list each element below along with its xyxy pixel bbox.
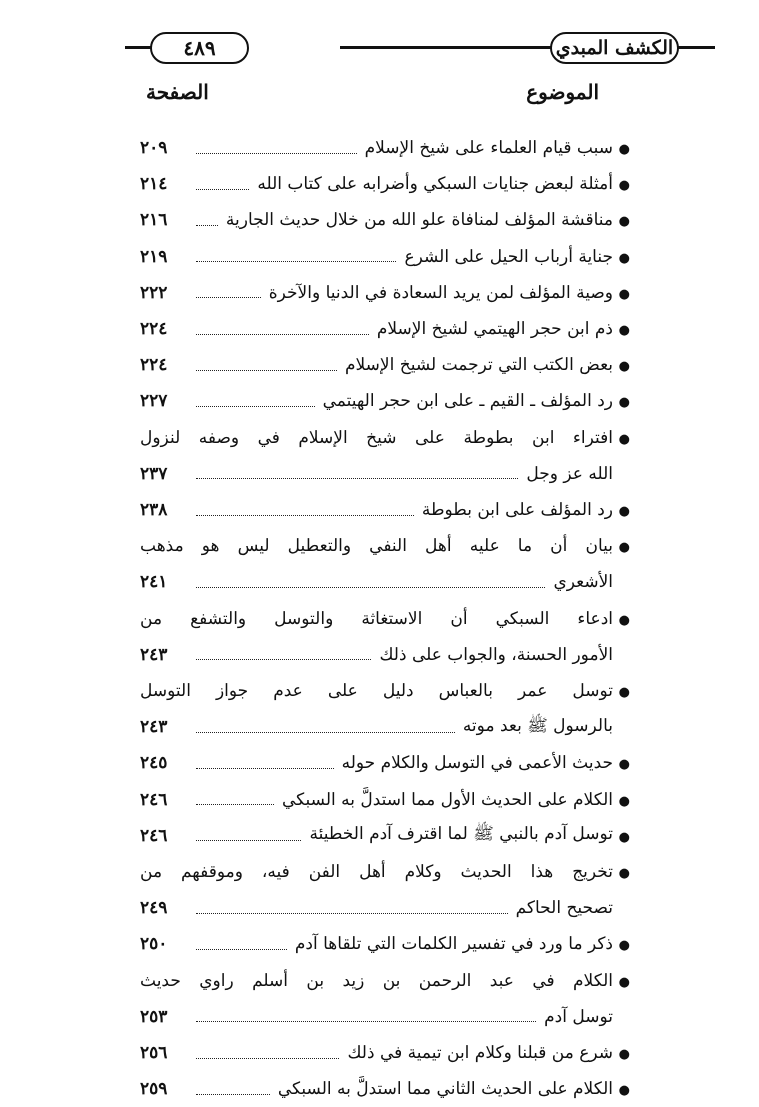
toc-entry-line — [140, 130, 613, 166]
dot-leader — [196, 334, 369, 335]
toc-entry-title: أمثلة لبعض جنايات السبكي وأضرابه على كتاب الله — [257, 174, 613, 195]
toc-entry-line — [140, 926, 613, 962]
toc-entry — [140, 311, 630, 347]
toc-entry-page: ٢٤٣ — [140, 644, 168, 665]
toc-entry-title: ادعاء السبكي أن الاستغاثة والتوسل والتشفع من — [140, 608, 613, 629]
dot-leader — [196, 478, 518, 479]
toc-entry-line — [140, 202, 613, 238]
toc-entry-title: تصحيح الحاكم — [515, 898, 613, 919]
dot-leader — [196, 261, 396, 262]
dot-leader — [196, 153, 357, 154]
toc-entry-page: ٢١٤ — [140, 174, 168, 195]
toc-entry-line — [140, 456, 613, 492]
toc-entry-line — [140, 782, 613, 818]
toc-entry-page: ٢٢٤ — [140, 319, 168, 339]
toc-entry — [140, 130, 630, 166]
toc-entry — [140, 347, 630, 383]
toc-entry-line — [140, 818, 613, 854]
toc-entry-title: ذكر ما ورد في تفسير الكلمات التي تلقاها آدم — [294, 934, 613, 955]
toc-entry-page: ٢٣٧ — [140, 463, 168, 484]
dot-leader — [196, 804, 274, 805]
toc-entry-page: ٢٢٤ — [140, 355, 168, 376]
toc-entry — [140, 926, 630, 962]
toc-entry — [140, 166, 630, 202]
toc-entry-line — [140, 347, 613, 383]
toc-entry-title: جناية أرباب الحيل على الشرع — [404, 246, 613, 267]
toc-entry-title: حديث الأعمى في التوسل والكلام حوله — [341, 753, 613, 774]
toc-entry — [140, 420, 630, 492]
dot-leader — [196, 949, 287, 950]
toc-entry-title: افتراء ابن بطوطة على شيخ الإسلام في وصفه لنزول — [140, 427, 613, 448]
dot-leader — [196, 768, 334, 769]
topic-column-header: الموضوع — [526, 80, 599, 104]
toc-entry-page: ٢١٦ — [140, 210, 168, 231]
toc-entry-line — [140, 492, 613, 528]
toc-entry-line — [140, 963, 613, 999]
toc-entry-title: الكلام في عبد الرحمن بن زيد بن أسلم راوي حديث — [140, 970, 613, 991]
toc-entry-line — [140, 854, 613, 890]
toc-entry-title: بيان أن ما عليه أهل النفي والتعطيل ليس هو مذهب — [140, 536, 613, 557]
toc-entry — [140, 383, 630, 419]
toc-entry-title: ذم ابن حجر الهيتمي لشيخ الإسلام — [376, 319, 613, 339]
toc-entry — [140, 963, 630, 1035]
toc-entry-title: بالرسول ﷺ بعد موته — [462, 715, 613, 736]
toc-entry-title: سبب قيام العلماء على شيخ الإسلام — [364, 138, 613, 158]
toc-entry-page: ٢٢٧ — [140, 391, 168, 412]
toc-entry-title: توسل آدم — [544, 1006, 613, 1027]
bullet-icon: ● — [618, 214, 630, 230]
toc-entry-page: ٢٣٨ — [140, 500, 168, 520]
toc-entry-line — [140, 528, 613, 564]
bullet-icon: ● — [618, 1047, 630, 1062]
bullet-icon: ● — [618, 142, 630, 157]
dot-leader — [196, 189, 249, 190]
toc-entry-line — [140, 383, 613, 419]
toc-entry-page: ٢٤٣ — [140, 717, 168, 738]
dot-leader — [196, 913, 508, 914]
toc-entry-line — [140, 890, 613, 926]
toc-entry-title: توسل عمر بالعباس دليل على عدم جواز التوسل — [140, 681, 613, 701]
header-rule-right — [675, 46, 715, 49]
page-number: ٤٨٩ — [150, 32, 249, 64]
toc-entry-title: تخريج هذا الحديث وكلام أهل الفن فيه، وموقفهم من — [140, 862, 613, 882]
bullet-icon: ● — [618, 359, 630, 375]
toc-entry-line — [140, 239, 613, 275]
dot-leader — [196, 587, 545, 588]
bullet-icon: ● — [618, 793, 630, 809]
toc-entry — [140, 745, 630, 781]
toc-entry-line — [140, 673, 613, 709]
bullet-icon: ● — [618, 250, 630, 266]
toc-entry-line — [140, 601, 613, 637]
bullet-icon: ● — [618, 829, 630, 845]
toc-entry-page: ٢٢٢ — [140, 282, 168, 303]
bullet-icon: ● — [618, 178, 630, 194]
toc-entry — [140, 528, 630, 600]
dot-leader — [196, 406, 315, 407]
toc-entry-page: ٢٤٥ — [140, 753, 168, 774]
bullet-icon: ● — [618, 540, 630, 556]
toc-entry-line — [140, 275, 613, 311]
toc-entry — [140, 275, 630, 311]
toc-entry-title: الله عز وجل — [526, 463, 613, 484]
dot-leader — [196, 225, 218, 226]
running-title: الكشف المبدي — [550, 32, 679, 64]
toc-entry-line — [140, 420, 613, 456]
toc-entry-page: ٢٥٣ — [140, 1006, 168, 1027]
dot-leader — [196, 1058, 339, 1059]
toc-entry — [140, 601, 630, 673]
toc-entry — [140, 782, 630, 818]
bullet-icon: ● — [618, 685, 630, 700]
toc-entry-line — [140, 637, 613, 673]
bullet-icon: ● — [618, 504, 630, 519]
toc-entry-title: الأمور الحسنة، والجواب على ذلك — [379, 644, 613, 665]
dot-leader — [196, 1094, 270, 1095]
page-column-header: الصفحة — [146, 80, 209, 104]
dot-leader — [196, 732, 455, 733]
toc-entry-page: ٢١٩ — [140, 246, 168, 267]
dot-leader — [196, 1021, 536, 1022]
dot-leader — [196, 370, 337, 371]
toc-entry-line — [140, 564, 613, 600]
toc-entry-line — [140, 1071, 613, 1107]
toc-entry-title: مناقشة المؤلف لمنافاة علو الله من خلال حديث الجارية — [225, 210, 613, 231]
bullet-icon: ● — [618, 431, 630, 447]
toc-entry-page: ٢٤١ — [140, 572, 168, 593]
toc-entry-title: توسل آدم بالنبي ﷺ لما اقترف آدم الخطيئة — [309, 824, 613, 845]
toc-entry-page: ٢٥٦ — [140, 1043, 168, 1063]
toc-entry — [140, 202, 630, 238]
bullet-icon: ● — [618, 612, 630, 628]
bullet-icon: ● — [618, 866, 630, 881]
toc-entry-title: رد المؤلف ـ القيم ـ على ابن حجر الهيتمي — [322, 391, 613, 412]
toc-entry — [140, 818, 630, 854]
toc-entry — [140, 239, 630, 275]
toc-entry-page: ٢٤٦ — [140, 825, 168, 846]
toc-entry — [140, 854, 630, 926]
dot-leader — [196, 840, 301, 841]
bullet-icon: ● — [618, 938, 630, 954]
bullet-icon: ● — [618, 395, 630, 411]
toc-entry-title: الكلام على الحديث الثاني مما استدلَّ به السبكي — [277, 1079, 613, 1100]
toc-entry-title: بعض الكتب التي ترجمت لشيخ الإسلام — [344, 355, 613, 376]
bullet-icon: ● — [618, 323, 630, 338]
toc-entry — [140, 1071, 630, 1107]
bullet-icon: ● — [618, 757, 630, 773]
dot-leader — [196, 659, 371, 660]
bullet-icon: ● — [618, 1083, 630, 1099]
toc-entry-line — [140, 311, 613, 347]
toc-entry-page: ٢٥٩ — [140, 1079, 168, 1100]
toc-entry — [140, 1035, 630, 1071]
toc-entry-title: وصية المؤلف لمن يريد السعادة في الدنيا والآخرة — [268, 282, 613, 303]
bullet-icon: ● — [618, 286, 630, 302]
dot-leader — [196, 297, 261, 298]
toc-entry-page: ٢٠٩ — [140, 138, 168, 158]
toc-entry-line — [140, 166, 613, 202]
toc-entry-page: ٢٤٩ — [140, 898, 168, 919]
toc-entry-line — [140, 709, 613, 745]
toc-entry-page: ٢٥٠ — [140, 934, 168, 955]
toc-entry-title: الأشعري — [553, 572, 613, 593]
bullet-icon: ● — [618, 974, 630, 990]
toc-entry-title: الكلام على الحديث الأول مما استدلَّ به السبكي — [281, 789, 613, 810]
toc-entry-line — [140, 1035, 613, 1071]
dot-leader — [196, 515, 414, 516]
toc-entry — [140, 673, 630, 745]
page-header — [120, 30, 720, 64]
toc-entry-page: ٢٤٦ — [140, 789, 168, 810]
toc-entry-title: شرع من قبلنا وكلام ابن تيمية في ذلك — [347, 1043, 613, 1063]
toc-entry-line — [140, 999, 613, 1035]
toc-entry — [140, 492, 630, 528]
toc-entry-title: رد المؤلف على ابن بطوطة — [421, 500, 613, 520]
toc-entry-line — [140, 745, 613, 781]
